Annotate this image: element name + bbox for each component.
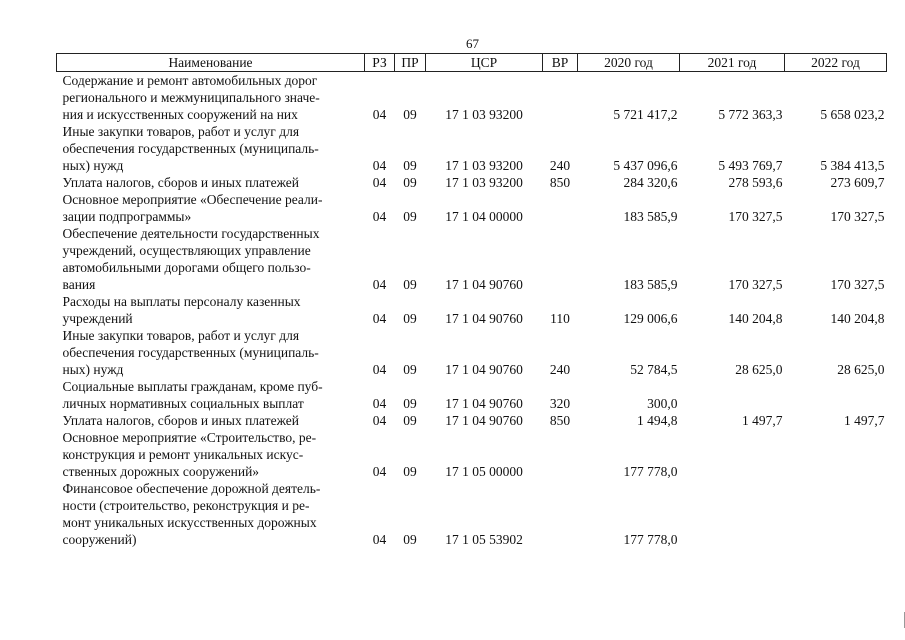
cell-name: [57, 72, 365, 124]
cell-2022: 28 625,0: [837, 362, 885, 377]
cell-vr: 320: [549, 396, 571, 411]
name-line: Основное мероприятие «Строительство, ре-: [62, 430, 317, 445]
cell-2020: 129 006,6: [623, 311, 678, 326]
name-line: конструкция и ремонт уникальных искус-: [62, 447, 304, 462]
cell-pr: 09: [403, 209, 417, 224]
cell-rz: 04: [372, 209, 387, 224]
name-line: зации подпрограммы»: [62, 209, 192, 224]
cell-vr: 240: [549, 158, 571, 173]
cell-pr: 09: [403, 362, 417, 377]
cell-2021: 278 593,6: [728, 175, 783, 190]
name-line: Уплата налогов, сборов и иных платежей: [62, 413, 299, 428]
cell-rz: 04: [372, 362, 387, 377]
name-line: Основное мероприятие «Обеспечение реали-: [62, 192, 323, 207]
name-line: учреждений, осуществляющих управление: [62, 243, 311, 258]
name-line: Иные закупки товаров, работ и услуг для: [62, 328, 300, 343]
cell-csr: 17 1 04 00000: [445, 209, 523, 224]
table-row: [57, 480, 887, 548]
cell-csr: 17 1 03 93200: [445, 107, 523, 122]
cell-name: [57, 412, 365, 429]
cell-vr: [543, 480, 578, 548]
cell-vr: [543, 429, 578, 480]
cell-pr: 09: [403, 175, 417, 190]
cell-rz: 04: [372, 107, 387, 122]
header-row: [57, 54, 887, 72]
cell-2021: [680, 429, 785, 480]
name-line: личных нормативных социальных выплат: [62, 396, 304, 411]
cell-2020: 284 320,6: [623, 175, 678, 190]
cell-2020: 5 437 096,6: [613, 158, 678, 173]
table-row: [57, 293, 887, 327]
header-2021: 2021 год: [680, 54, 785, 72]
table-row: [57, 429, 887, 480]
name-line: ния и искусственных сооружений на них: [62, 107, 298, 122]
table-row: [57, 378, 887, 412]
name-line: обеспечения государственных (муниципаль-: [62, 141, 319, 156]
name-line: ных) нужд: [62, 362, 124, 377]
cell-2022: 5 384 413,5: [820, 158, 885, 173]
cell-csr: 17 1 04 90760: [445, 413, 523, 428]
cell-2021: 5 772 363,3: [718, 107, 783, 122]
name-line: Расходы на выплаты персоналу казенных: [62, 294, 301, 309]
cell-2021: [680, 378, 785, 412]
name-line: Социальные выплаты гражданам, кроме пуб-: [62, 379, 323, 394]
table-row: [57, 225, 887, 293]
cell-vr: 850: [549, 175, 571, 190]
header-2020: 2020 год: [578, 54, 680, 72]
header-pr: ПР: [395, 54, 426, 72]
cell-rz: 04: [372, 311, 387, 326]
table-row: [57, 123, 887, 174]
cell-2022: 1 497,7: [844, 413, 885, 428]
cell-2021: 170 327,5: [728, 277, 783, 292]
header-vr: ВР: [543, 54, 578, 72]
name-line: автомобильными дорогами общего пользо-: [62, 260, 311, 275]
cell-pr: 09: [403, 311, 417, 326]
cell-name: [57, 191, 365, 225]
cell-pr: 09: [403, 107, 417, 122]
cell-rz: 04: [372, 158, 387, 173]
cell-2021: 28 625,0: [735, 362, 783, 377]
name-line: вания: [62, 277, 96, 292]
cell-2022: 170 327,5: [830, 277, 885, 292]
cell-2020: 300,0: [647, 396, 678, 411]
cell-2021: [680, 480, 785, 548]
cell-2020: 183 585,9: [623, 209, 678, 224]
cell-rz: 04: [372, 175, 387, 190]
cell-csr: 17 1 03 93200: [445, 175, 523, 190]
cell-2022: 140 204,8: [830, 311, 885, 326]
cell-pr: 09: [403, 413, 417, 428]
cell-2021: 5 493 769,7: [718, 158, 783, 173]
cell-2022: [785, 378, 887, 412]
cell-rz: 04: [372, 464, 387, 479]
cell-2022: [785, 429, 887, 480]
name-line: Финансовое обеспечение дорожной деятель-: [62, 481, 321, 496]
name-line: ности (строительство, реконструкция и ре-: [62, 498, 310, 513]
cell-2020: 177 778,0: [623, 532, 678, 547]
cell-name: [57, 378, 365, 412]
cell-name: [57, 429, 365, 480]
cell-rz: 04: [372, 396, 387, 411]
cell-2020: 52 784,5: [630, 362, 678, 377]
cell-vr: [543, 191, 578, 225]
cell-name: [57, 174, 365, 191]
cell-pr: 09: [403, 277, 417, 292]
cell-vr: 110: [550, 311, 570, 326]
cell-csr: 17 1 04 90760: [445, 362, 523, 377]
cell-vr: [543, 72, 578, 124]
budget-table: [56, 53, 887, 548]
cell-2022: [785, 480, 887, 548]
name-line: обеспечения государственных (муниципаль-: [62, 345, 319, 360]
cell-rz: 04: [372, 532, 387, 547]
cell-csr: 17 1 04 90760: [445, 396, 523, 411]
cell-2020: 5 721 417,2: [613, 107, 678, 122]
cell-2020: 177 778,0: [623, 464, 678, 479]
cell-vr: 240: [549, 362, 571, 377]
cell-name: [57, 480, 365, 548]
cell-2022: 5 658 023,2: [820, 107, 885, 122]
name-line: Обеспечение деятельности государственных: [62, 226, 320, 241]
name-line: сооружений): [62, 532, 137, 547]
name-line: учреждений: [62, 311, 133, 326]
cell-csr: 17 1 04 90760: [445, 277, 523, 292]
cell-csr: 17 1 04 90760: [445, 311, 523, 326]
name-line: ных) нужд: [62, 158, 124, 173]
cell-rz: 04: [372, 413, 387, 428]
cell-vr: 850: [549, 413, 571, 428]
table-row: [57, 174, 887, 191]
cell-name: [57, 327, 365, 378]
table-row: [57, 412, 887, 429]
cell-csr: 17 1 03 93200: [445, 158, 523, 173]
header-rz: РЗ: [365, 54, 395, 72]
name-line: регионального и межмуниципального значе-: [62, 90, 320, 105]
table-body: [57, 72, 887, 549]
cell-name: [57, 225, 365, 293]
cell-pr: 09: [403, 532, 417, 547]
cell-2021: 140 204,8: [728, 311, 783, 326]
page-number: 67: [466, 36, 479, 51]
header-name: Наименование: [57, 54, 365, 72]
cell-pr: 09: [403, 464, 417, 479]
name-line: Уплата налогов, сборов и иных платежей: [62, 175, 299, 190]
name-line: ственных дорожных сооружений»: [62, 464, 260, 479]
cell-vr: [543, 225, 578, 293]
cell-pr: 09: [403, 396, 417, 411]
cell-2020: 1 494,8: [637, 413, 678, 428]
table-row: [57, 191, 887, 225]
table-row: [57, 327, 887, 378]
cell-2020: 183 585,9: [623, 277, 678, 292]
cell-2022: 273 609,7: [830, 175, 885, 190]
cell-name: [57, 293, 365, 327]
cell-pr: 09: [403, 158, 417, 173]
cell-2021: 1 497,7: [742, 413, 783, 428]
cell-csr: 17 1 05 53902: [445, 532, 523, 547]
name-line: Содержание и ремонт автомобильных дорог: [62, 73, 318, 88]
cell-2021: 170 327,5: [728, 209, 783, 224]
cell-2022: 170 327,5: [830, 209, 885, 224]
cell-rz: 04: [372, 277, 387, 292]
header-2022: 2022 год: [785, 54, 887, 72]
cell-csr: 17 1 05 00000: [445, 464, 523, 479]
header-csr: ЦСР: [426, 54, 543, 72]
cell-name: [57, 123, 365, 174]
table-row: [57, 72, 887, 124]
name-line: монт уникальных искусственных дорожных: [62, 515, 317, 530]
name-line: Иные закупки товаров, работ и услуг для: [62, 124, 300, 139]
